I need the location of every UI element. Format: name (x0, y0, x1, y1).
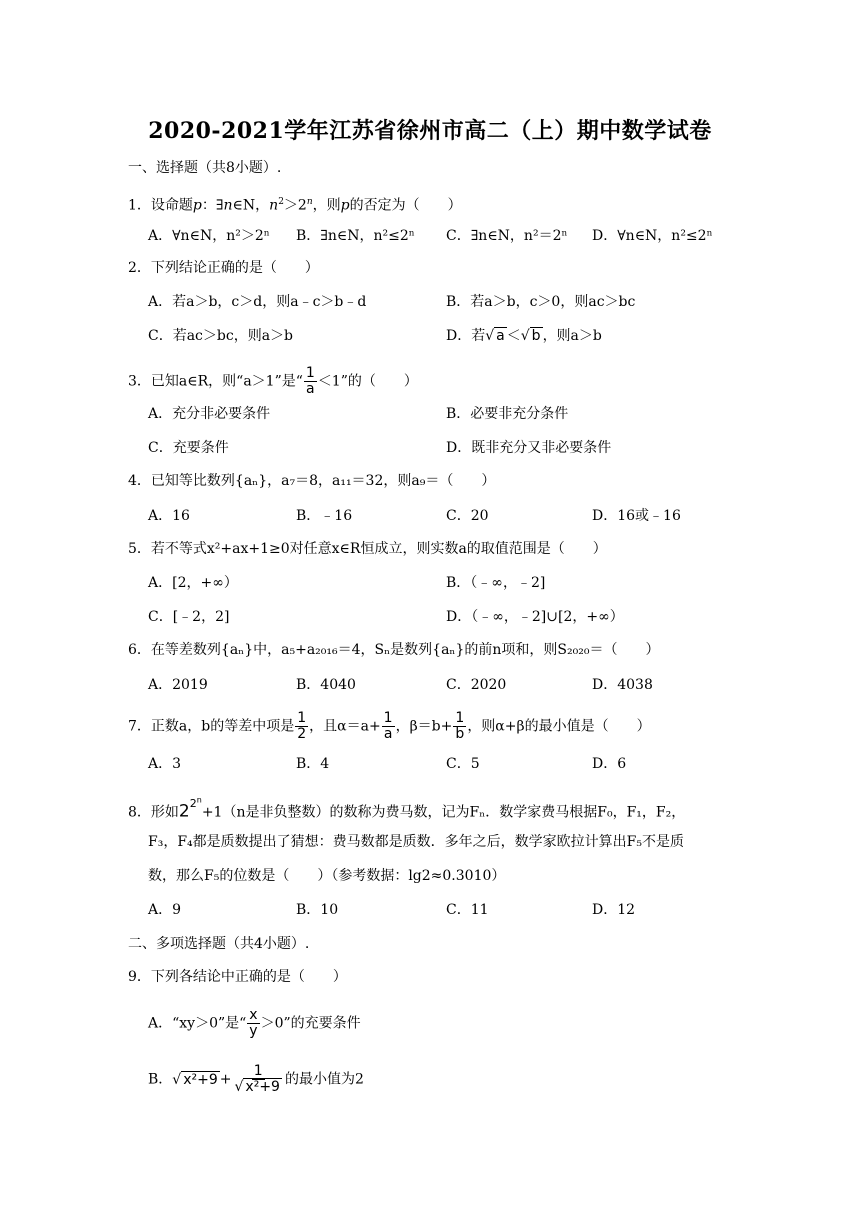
question-6-option-d: D．4038 (592, 677, 653, 693)
fraction-1-over-b: $\frac{1}{b}$ (455, 710, 465, 742)
sqrt-x2-plus-9: √ x²+9 (172, 1071, 218, 1088)
question-1-option-a: A．∀n∈N，n²＞2ⁿ (148, 228, 270, 244)
fraction-1-over-a: $\frac{1}{a}$ (305, 365, 315, 397)
sqrt-b: √ b (520, 328, 541, 344)
question-8-option-d: D．12 (592, 902, 636, 918)
question-7-stem: 7．正数a，b的等差中项是 $\frac{1}{2}$ ，且α＝a+ $\frac{1}{a}$ ，β＝b+ $\frac{1}{b}$ ，则α+β的最小值是（ ） (128, 710, 651, 742)
question-4-option-c: C．20 (446, 508, 489, 524)
question-1-stem: 1．设命题p：∃n∈N，$n^2>2^n$，则p的否定为（ ） (128, 197, 462, 214)
question-1-option-d: D．∀n∈N，n²≤2ⁿ (592, 228, 713, 244)
question-6-option-c: C．2020 (446, 677, 507, 693)
question-4-option-d: D．16或﹣16 (592, 508, 681, 524)
question-2-option-c: C．若ac＞bc，则a＞b (148, 328, 294, 344)
question-2-option-a: A．若a＞b，c＞d，则a﹣c＞b﹣d (148, 294, 367, 310)
question-5-option-d: D．（﹣∞，﹣2]∪[2，+∞） (446, 609, 624, 625)
question-7-option-c: C．5 (446, 756, 480, 772)
question-8-option-a: A．9 (148, 902, 182, 918)
section-heading-multiple-choice: 二、多项选择题（共4小题）. (128, 936, 310, 952)
question-3-option-c: C．充要条件 (148, 440, 229, 456)
question-1-option-b: B．∃n∈N，n²≤2ⁿ (296, 228, 415, 244)
page-title: 2020-2021学年江苏省徐州市高二（上）期中数学试卷 (148, 118, 712, 144)
question-2-option-b: B．若a＞b，c＞0，则ac＞bc (446, 294, 636, 310)
question-4-option-a: A．16 (148, 508, 190, 524)
question-3-stem: 3．已知a∈R，则“a＞1”是“ $\frac{1}{a}$ ＜1”的（ ） (128, 365, 418, 397)
question-6-option-a: A．2019 (148, 677, 208, 693)
fraction-1-over-sqrt: $\frac{1}{\text{√ x²+9}}$ (234, 1063, 280, 1095)
question-9-stem: 9．下列各结论中正确的是（ ） (128, 969, 347, 985)
question-3-option-d: D．既非充分又非必要条件 (446, 440, 612, 456)
question-8-stem-line-2: F₃，F₄都是质数提出了猜想：费马数都是质数．多年之后，数学家欧拉计算出F₅不是质 (148, 834, 684, 850)
fraction-x-over-y: $\frac{x}{y}$ (249, 1007, 258, 1039)
fraction-1-over-a: $\frac{1}{a}$ (383, 710, 393, 742)
question-7-option-b: B．4 (296, 756, 330, 772)
question-7-option-d: D．6 (592, 756, 627, 772)
question-5-option-a: A．[2，+∞） (148, 575, 238, 591)
question-6-stem: 6．在等差数列{aₙ}中，a₅+a₂₀₁₆＝4，Sₙ是数列{aₙ}的前n项和，则S₂₀₂₀＝（ ） (128, 642, 660, 658)
question-5-option-c: C．[﹣2，2] (148, 609, 230, 625)
question-9-option-b: B．√ x²+9 + $\frac{1}{\text{√ x²+9}}$ 的最小值为2 (148, 1063, 364, 1095)
question-8-option-b: B．10 (296, 902, 339, 918)
question-6-option-b: B．4040 (296, 677, 356, 693)
question-4-stem: 4．已知等比数列{aₙ}，a₇＝8，a₁₁＝32，则a₉＝（ ） (128, 473, 496, 489)
question-7-option-a: A．3 (148, 756, 182, 772)
question-1-option-c: C．∃n∈N，n²＝2ⁿ (446, 228, 568, 244)
question-9-option-a: A．“xy＞0”是“ $\frac{x}{y}$ ＞0”的充要条件 (148, 1007, 361, 1039)
question-2-option-d: D．若√ a ＜√ b ，则a＞b (446, 328, 602, 344)
question-8-option-c: C．11 (446, 902, 489, 918)
question-5-option-b: B．（﹣∞，﹣2] (446, 575, 546, 591)
question-5-stem: 5．若不等式x²+ax+1≥0对任意x∈R恒成立，则实数a的取值范围是（ ） (128, 541, 607, 557)
sqrt-a: √ a (485, 328, 505, 344)
section-heading-choice: 一、选择题（共8小题）. (128, 160, 282, 176)
question-4-option-b: B．﹣16 (296, 508, 353, 524)
question-2-stem: 2．下列结论正确的是（ ） (128, 260, 319, 276)
question-8-stem-line-1: 8．形如$2^{2^n}+1(n$是非负整数）的数称为费马数，记为Fₙ．数学家费马根据F₀，F₁，F₂， (128, 795, 686, 822)
question-8-stem-line-3: 数，那么F₅的位数是（ ）（参考数据：lg2≈0.3010） (148, 868, 506, 884)
question-3-option-b: B．必要非充分条件 (446, 406, 569, 422)
fraction-one-half: $\frac{1}{2}$ (297, 710, 307, 742)
question-3-option-a: A．充分非必要条件 (148, 406, 271, 422)
